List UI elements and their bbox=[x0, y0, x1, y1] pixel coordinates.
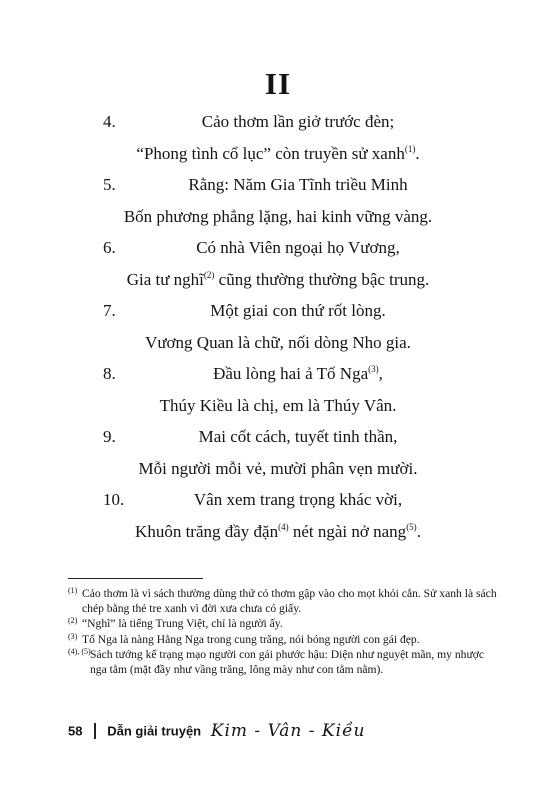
footnote bbox=[68, 586, 498, 616]
footnote-ref: (4) bbox=[278, 521, 289, 532]
verse-text-part: Khuôn trăng đầy đặn bbox=[135, 521, 279, 541]
footnote-text: Sách tướng kể trạng mạo người con gái phước hậu: Diện như nguyệt mãn, my nhược nga tằm (mặt đầy như vầng trăng, lông mày như con tằm nằm). bbox=[90, 647, 485, 677]
footnote-ref: (3) bbox=[368, 364, 379, 374]
verse-text bbox=[0, 239, 556, 256]
verse-text-part: Vân xem trang trọng khác vời, bbox=[193, 490, 403, 509]
verse-number: 6. bbox=[103, 238, 116, 257]
verse-number: 10. bbox=[103, 490, 125, 509]
book-title: Dẫn giải truyện bbox=[107, 723, 202, 739]
footnote bbox=[68, 632, 498, 647]
verse-text bbox=[0, 428, 556, 445]
verse-text bbox=[0, 113, 556, 130]
verse-text bbox=[0, 397, 556, 414]
verse-text bbox=[0, 271, 556, 288]
footer-separator bbox=[94, 723, 96, 739]
verse-text-part: Bốn phương phẳng lặng, hai kinh vững vàng. bbox=[123, 206, 433, 226]
verse-text bbox=[0, 365, 556, 382]
footnote-text: Cảo thơm là vì sách thường dùng thứ cỏ thơm gập vào cho mọt khỏi cắn. Sử xanh là sách chép bằng thẻ tre xanh vì đời xưa chưa có giấy. bbox=[82, 587, 497, 616]
verse-text-part: Cảo thơm lần giở trước đèn; bbox=[201, 112, 395, 131]
verse-text-part: Mỗi người mỗi vẻ, mười phân vẹn mười. bbox=[138, 458, 418, 478]
verse-text-part: . bbox=[415, 143, 420, 163]
verse-text-part: Gia tư nghĩ bbox=[126, 269, 204, 289]
verse-number: 5. bbox=[103, 175, 116, 194]
verse-text-part: Mai cốt cách, tuyết tinh thần, bbox=[198, 427, 398, 446]
footnote-mark: (1) bbox=[68, 586, 78, 595]
verse-text-part: . bbox=[416, 521, 421, 541]
verse-number: 7. bbox=[103, 301, 116, 320]
verse-text-part: cũng thường thường bậc trung. bbox=[214, 269, 430, 289]
footnote-mark: (3) bbox=[68, 631, 78, 641]
footnote-ref: (5) bbox=[406, 521, 417, 532]
verse-text-part: Rằng: Năm Gia Tĩnh triều Minh bbox=[188, 175, 408, 194]
footnote bbox=[68, 616, 498, 631]
verse-text-part: nét ngài nở nang bbox=[288, 521, 407, 541]
footnote-mark: (2) bbox=[68, 616, 78, 626]
verse-text-part: Có nhà Viên ngoại họ Vương, bbox=[196, 238, 400, 257]
verse-text-part: Thúy Kiều là chị, em là Thúy Vân. bbox=[159, 395, 397, 415]
footnote-ref: (2) bbox=[203, 269, 215, 280]
section-title: II bbox=[264, 66, 292, 101]
footnote-ref: (1) bbox=[404, 143, 416, 154]
verse-text bbox=[0, 523, 556, 540]
footnotes bbox=[68, 586, 498, 677]
verse-text-part: Vương Quan là chữ, nối dòng Nho gia. bbox=[145, 332, 411, 352]
verse-number: 9. bbox=[103, 427, 116, 446]
verse-text bbox=[0, 176, 556, 193]
verse-text-part: Một giai con thứ rốt lòng. bbox=[210, 301, 386, 320]
footnote-mark: (4), (5) bbox=[68, 646, 91, 656]
verse-text-part: Đầu lòng hai ả Tố Nga bbox=[213, 364, 369, 383]
verse-text-part: “Phong tình cổ lục” còn truyền sử xanh bbox=[136, 143, 405, 163]
footnote-text: “Nghĩ” là tiếng Trung Việt, chỉ là người ấy. bbox=[82, 617, 283, 631]
verse-text bbox=[0, 145, 556, 162]
verse-text bbox=[0, 302, 556, 319]
page-footer bbox=[68, 721, 365, 741]
verse-text bbox=[0, 334, 556, 351]
page-number: 58 bbox=[68, 723, 83, 739]
verse-text bbox=[0, 208, 556, 225]
verse-number: 8. bbox=[103, 364, 116, 383]
footnote-divider bbox=[68, 578, 203, 579]
footnote-text: Tố Nga là nàng Hằng Nga trong cung trăng, nói bóng người con gái đẹp. bbox=[82, 632, 420, 646]
verse-text bbox=[0, 491, 556, 508]
verse-text-part: , bbox=[378, 364, 383, 383]
script-title: Kim - Vân - Kiều bbox=[210, 721, 366, 741]
verse-number: 4. bbox=[103, 112, 116, 131]
footnote bbox=[68, 647, 498, 677]
verse-text bbox=[0, 460, 556, 477]
